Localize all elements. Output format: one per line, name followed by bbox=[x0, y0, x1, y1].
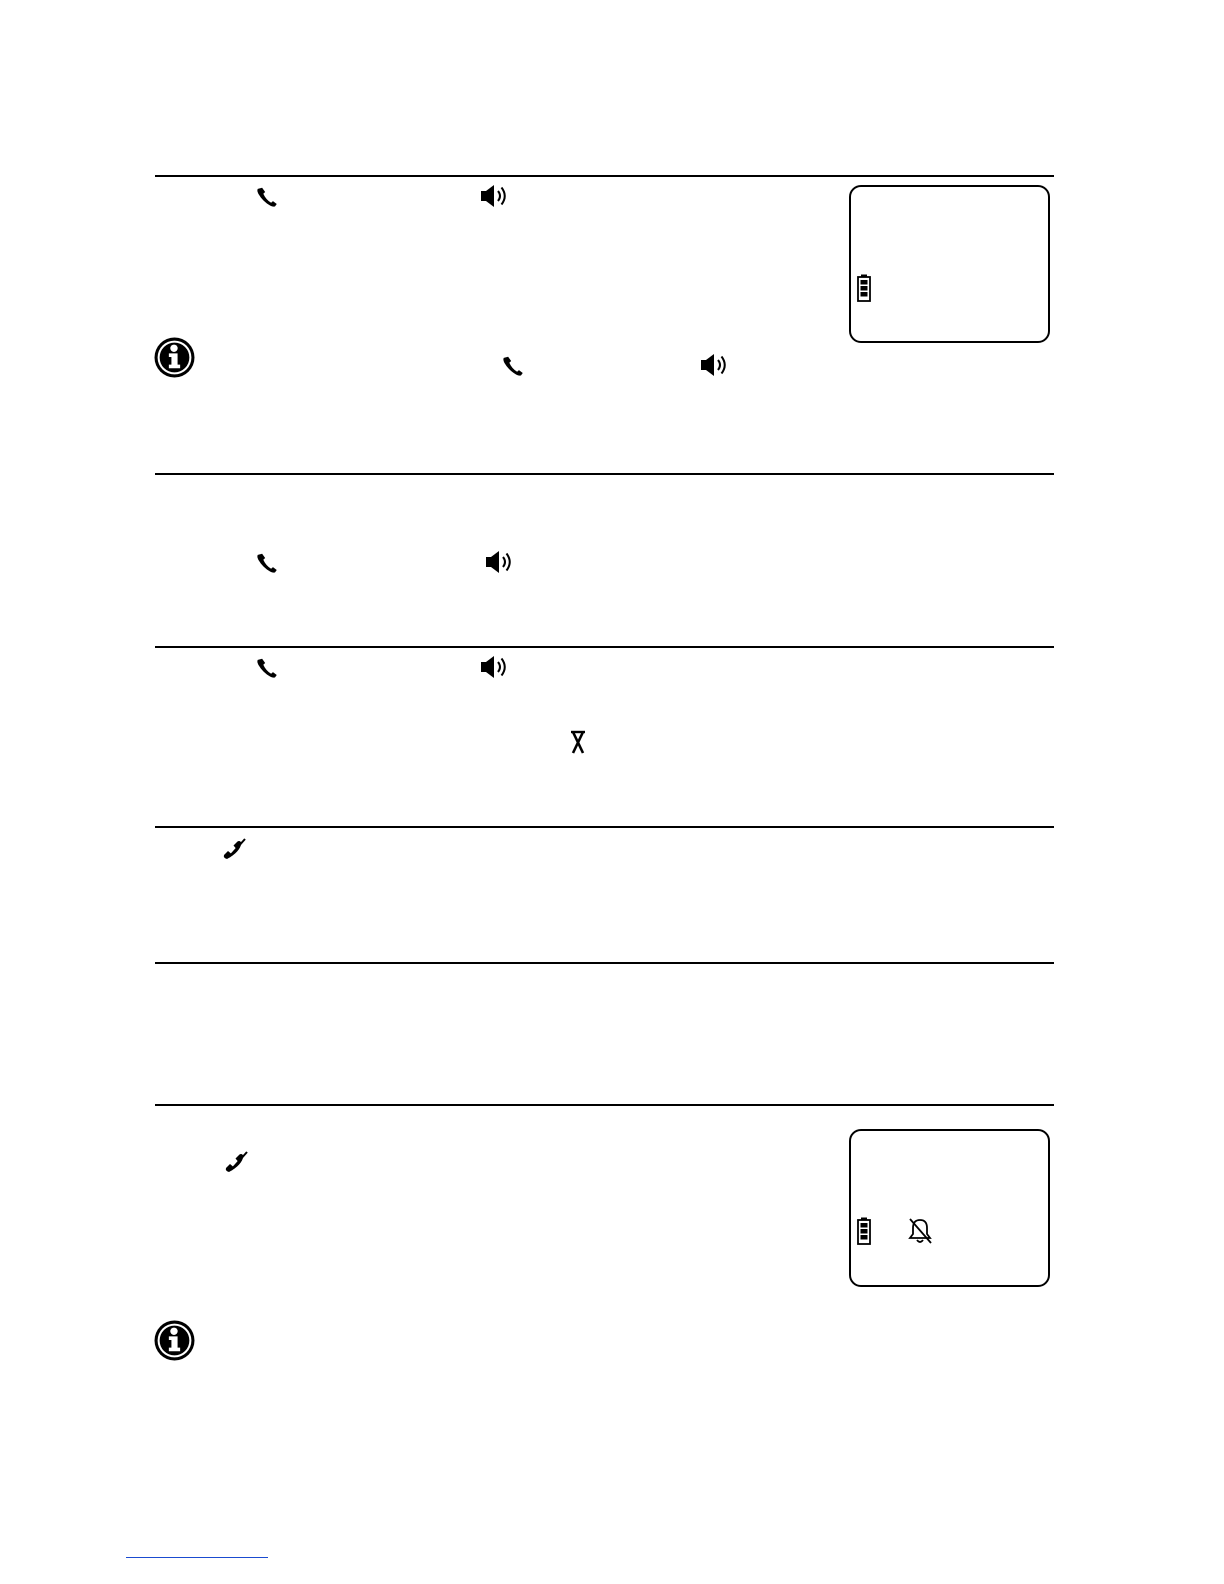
phone-handset-icon bbox=[500, 353, 526, 379]
handset-display-screen bbox=[849, 185, 1050, 343]
section-divider-6 bbox=[155, 1104, 1054, 1106]
section-divider-2 bbox=[155, 473, 1054, 475]
speakerphone-icon bbox=[480, 654, 510, 680]
information-icon bbox=[154, 337, 195, 378]
information-icon bbox=[154, 1320, 195, 1361]
star-key-icon bbox=[569, 729, 587, 755]
battery-full-icon bbox=[857, 274, 871, 302]
phone-handset-icon bbox=[254, 184, 280, 210]
section-divider-5 bbox=[155, 962, 1054, 964]
speakerphone-icon bbox=[480, 183, 510, 209]
section-divider-4 bbox=[155, 826, 1054, 828]
section-divider-1 bbox=[155, 175, 1054, 177]
footer-link-underline[interactable] bbox=[126, 1557, 268, 1558]
mute-handset-icon bbox=[220, 835, 248, 863]
section-divider-3 bbox=[155, 646, 1054, 648]
mute-handset-icon bbox=[222, 1148, 250, 1176]
ringer-off-bell-icon bbox=[907, 1217, 933, 1245]
phone-handset-icon bbox=[254, 655, 280, 681]
speakerphone-icon bbox=[700, 352, 730, 378]
battery-full-icon bbox=[857, 1217, 871, 1245]
speakerphone-icon bbox=[485, 549, 515, 575]
handset-display-screen bbox=[849, 1129, 1050, 1287]
phone-handset-icon bbox=[254, 550, 280, 576]
